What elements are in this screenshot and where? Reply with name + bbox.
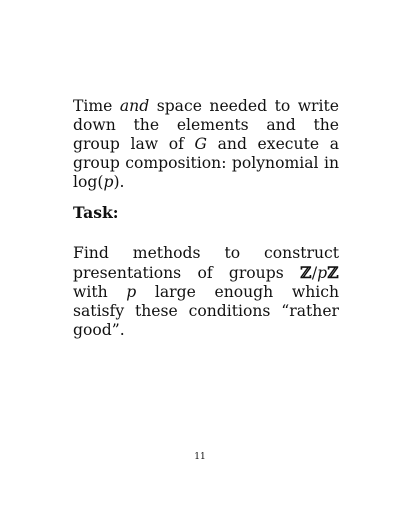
text-span: and execute a group composition: polynomial in log( bbox=[73, 135, 339, 191]
complexity-paragraph bbox=[73, 97, 339, 192]
math-slash: / bbox=[311, 264, 318, 282]
emphasis-and: and bbox=[119, 97, 150, 115]
text-span: ). bbox=[113, 173, 125, 191]
math-p: p bbox=[126, 283, 137, 301]
page-number: 11 bbox=[194, 452, 206, 462]
math-Z: ℤ bbox=[327, 263, 339, 282]
text-span: space needed to write down the elements and the group law of bbox=[73, 97, 339, 153]
math-G: G bbox=[194, 135, 207, 153]
text-span: with bbox=[73, 283, 127, 301]
task-heading: Task: bbox=[73, 203, 119, 222]
text-span: large enough which satisfy these conditions “rather good”. bbox=[73, 283, 339, 339]
text-span: Time bbox=[73, 97, 120, 115]
math-p: p bbox=[317, 264, 328, 282]
math-Z: ℤ bbox=[299, 263, 312, 282]
task-paragraph bbox=[73, 244, 339, 340]
math-p: p bbox=[103, 173, 114, 191]
text-span: Find methods to construct presentations of groups bbox=[73, 244, 339, 282]
